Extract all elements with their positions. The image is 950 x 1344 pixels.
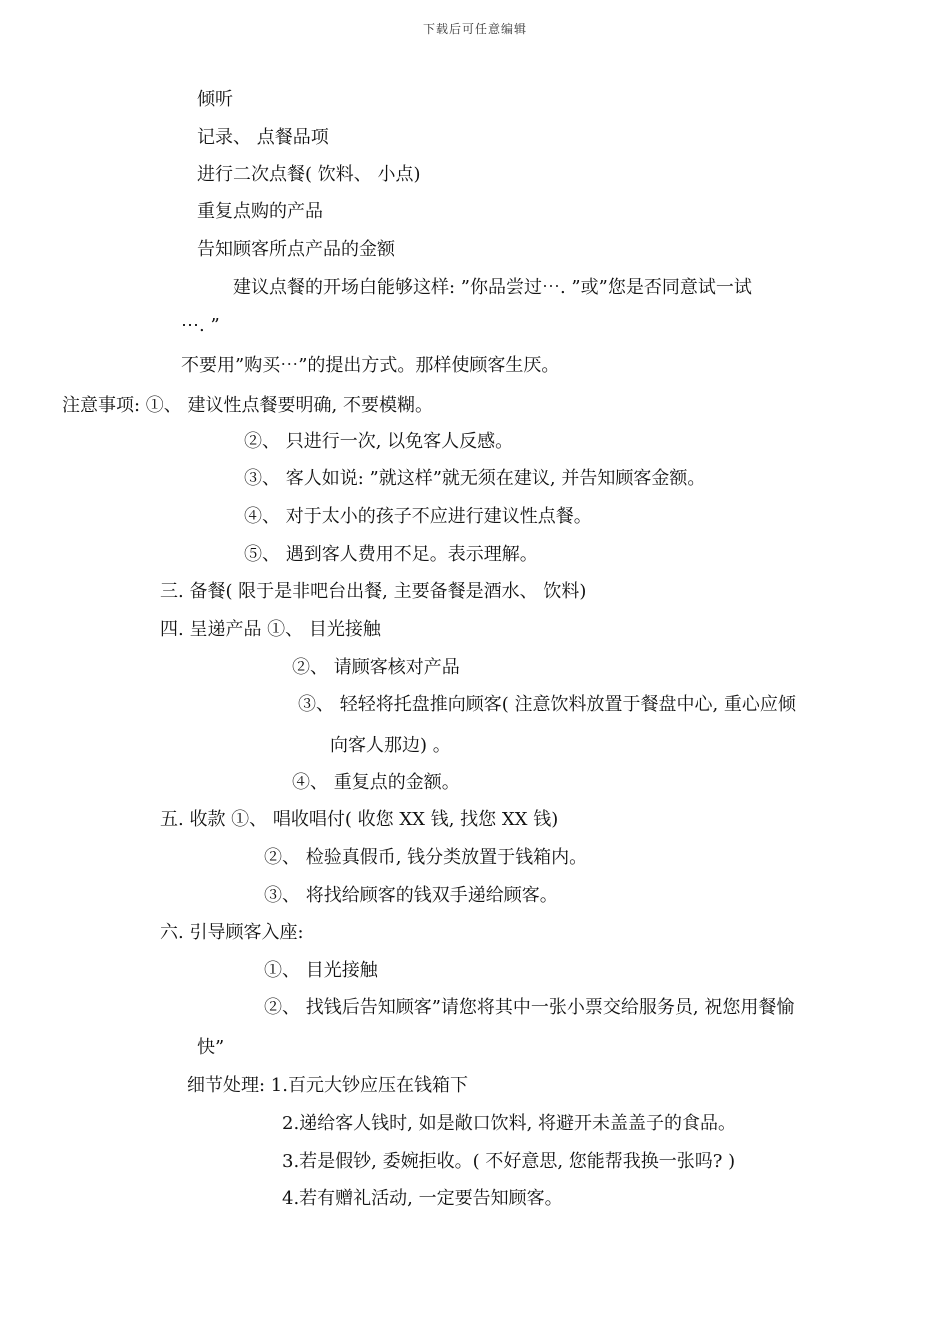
section-six-item-2: ②、 找钱后告知顾客”请您将其中一张小票交给服务员, 祝您用餐愉	[264, 997, 795, 1018]
details-item-3: 3.若是假钞, 委婉拒收。( 不好意思, 您能帮我换一张吗? )	[282, 1151, 736, 1172]
section-six-item-2-cont: 快”	[197, 1037, 225, 1058]
text-line-opening: 建议点餐的开场白能够这样: ”你品尝过⋯. ”或”您是否同意试一试	[233, 277, 752, 298]
notes-item-2: ②、 只进行一次, 以免客人反感。	[244, 431, 514, 452]
section-six-heading: 六. 引导顾客入座:	[160, 922, 304, 943]
section-five-heading: 五. 收款 ①、 唱收唱付( 收您 XX 钱, 找您 XX 钱)	[160, 809, 559, 830]
text-line-repeat: 重复点购的产品	[197, 201, 323, 222]
notes-item-5: ⑤、 遇到客人费用不足。表示理解。	[244, 544, 538, 565]
section-five-item-2: ②、 检验真假币, 钱分类放置于钱箱内。	[264, 847, 588, 868]
notes-item-1: 注意事项: ①、 建议性点餐要明确, 不要模糊。	[62, 395, 433, 416]
text-line-listen: 倾听	[197, 89, 233, 110]
text-line-opening-cont: ⋯. ”	[181, 315, 220, 336]
details-item-4: 4.若有赠礼活动, 一定要告知顾客。	[282, 1188, 563, 1209]
section-four-item-2: ②、 请顾客核对产品	[292, 657, 460, 678]
notes-item-4: ④、 对于太小的孩子不应进行建议性点餐。	[244, 506, 592, 527]
section-four-item-4: ④、 重复点的金额。	[292, 772, 460, 793]
details-item-1: 细节处理: 1.百元大钞应压在钱箱下	[187, 1075, 468, 1096]
text-line-amount: 告知顾客所点产品的金额	[197, 239, 395, 260]
section-four-heading: 四. 呈递产品 ①、 目光接触	[160, 619, 381, 640]
section-six-item-1: ①、 目光接触	[264, 960, 378, 981]
text-line-dont-use: 不要用”购买⋯”的提出方式。那样使顾客生厌。	[181, 355, 560, 376]
page-header: 下载后可任意编辑	[422, 22, 527, 36]
text-line-second-order: 进行二次点餐( 饮料、 小点)	[197, 164, 421, 185]
text-line-record: 记录、 点餐品项	[197, 127, 329, 148]
section-five-item-3: ③、 将找给顾客的钱双手递给顾客。	[264, 885, 558, 906]
details-item-2: 2.递给客人钱时, 如是敞口饮料, 将避开未盖盖子的食品。	[282, 1113, 737, 1134]
section-four-item-3-cont: 向客人那边) 。	[330, 735, 451, 756]
section-three-heading: 三. 备餐( 限于是非吧台出餐, 主要备餐是酒水、 饮料)	[160, 581, 587, 602]
notes-item-3: ③、 客人如说: ”就这样”就无须在建议, 并告知顾客金额。	[244, 468, 706, 489]
section-four-item-3: ③、 轻轻将托盘推向顾客( 注意饮料放置于餐盘中心, 重心应倾	[298, 694, 796, 715]
